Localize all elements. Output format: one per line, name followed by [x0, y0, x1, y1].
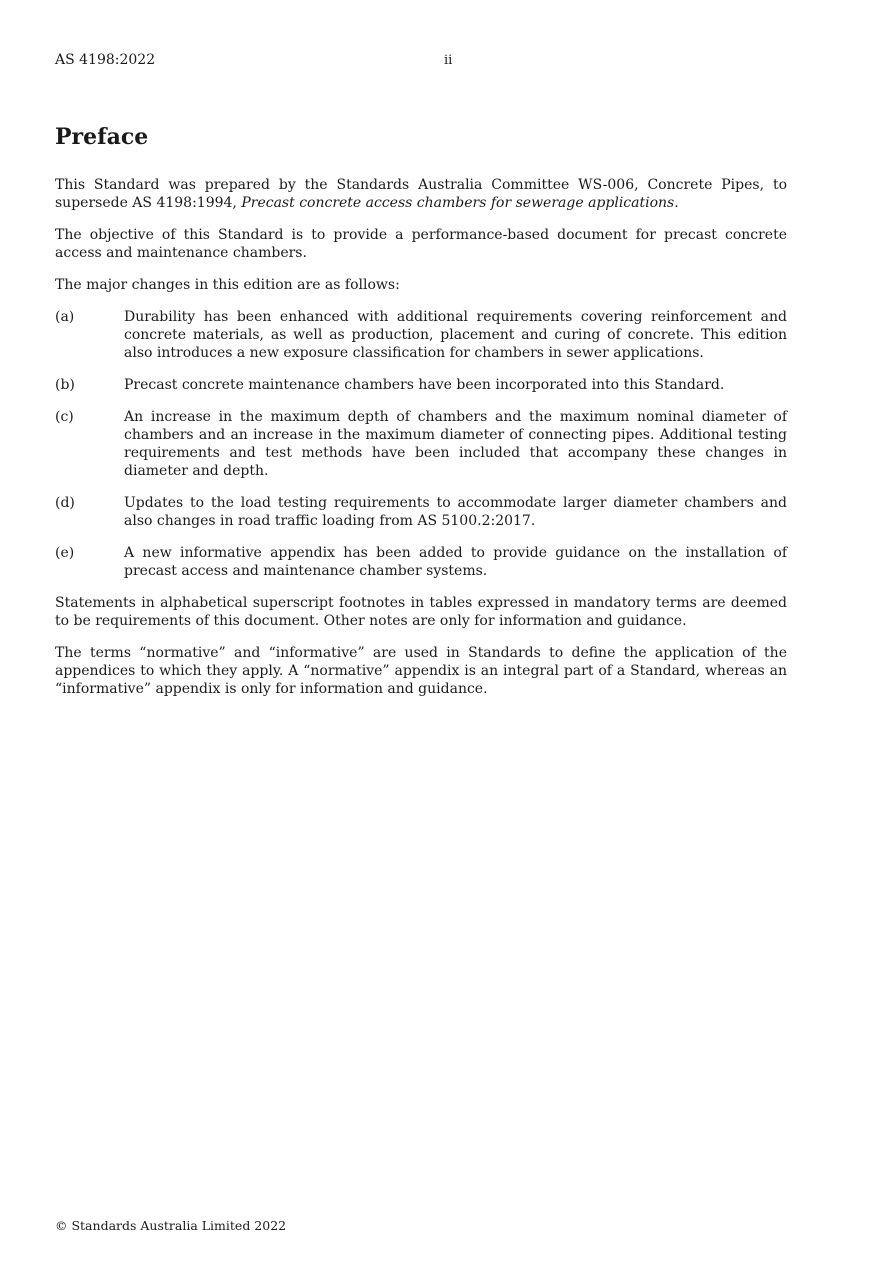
changes-intro-paragraph: The major changes in this edition are as follows:	[55, 277, 400, 293]
footnotes-paragraph: Statements in alphabetical superscript footnotes in tables expressed in mandatory terms are deemed to be requirements of this document. Other notes are only for information and guidance.	[55, 595, 787, 629]
objective-paragraph: The objective of this Standard is to provide a performance-based document for precast concrete access and maintenance chambers.	[55, 227, 787, 261]
page-number: ii	[444, 53, 453, 68]
list-item-text: A new informative appendix has been added to provide guidance on the installation of precast access and maintenance chamber systems.	[124, 545, 787, 579]
list-item	[55, 494, 787, 530]
list-item-label: (b)	[55, 377, 75, 393]
list-item	[55, 408, 787, 480]
list-item	[55, 308, 787, 362]
list-item-label: (c)	[55, 409, 74, 425]
intro-period: .	[674, 195, 679, 211]
list-item-text: Precast concrete maintenance chambers have been incorporated into this Standard.	[124, 377, 725, 393]
copyright-footer: © Standards Australia Limited 2022	[55, 1218, 287, 1233]
list-item-label: (e)	[55, 545, 75, 561]
intro-text: This Standard was prepared by the Standards Australia Committee WS-006, Concrete Pipes, to supersede AS 4198:1994,	[55, 177, 787, 211]
list-item-text: Updates to the load testing requirements to accommodate larger diameter chambers and also changes in road traffic loading from AS 5100.2:2017.	[124, 495, 787, 529]
intro-paragraph	[55, 176, 787, 212]
list-item-label: (d)	[55, 495, 75, 511]
preface-body	[55, 176, 787, 712]
list-item	[55, 376, 787, 394]
changes-list	[55, 308, 787, 580]
document-id: AS 4198:2022	[55, 52, 156, 68]
list-item	[55, 544, 787, 580]
normative-informative-paragraph: The terms “normative” and “informative” are used in Standards to define the application of the appendices to which they apply. A “normative” appendix is an integral part of a Standard, whereas an “informative” appendix is only for information and guidance.	[55, 645, 787, 697]
superseded-title: Precast concrete access chambers for sewerage applications	[241, 195, 675, 211]
list-item-text: Durability has been enhanced with additional requirements covering reinforcement and concrete materials, as well as production, placement and curing of concrete. This edition also introduces a new exposure classification for chambers in sewer applications.	[124, 309, 787, 361]
list-item-label: (a)	[55, 309, 75, 325]
page-title: Preface	[55, 124, 149, 150]
list-item-text: An increase in the maximum depth of chambers and the maximum nominal diameter of chambers and an increase in the maximum diameter of connecting pipes. Additional testing requirements and test methods have been included that accompany these changes in diameter and depth.	[124, 409, 787, 479]
